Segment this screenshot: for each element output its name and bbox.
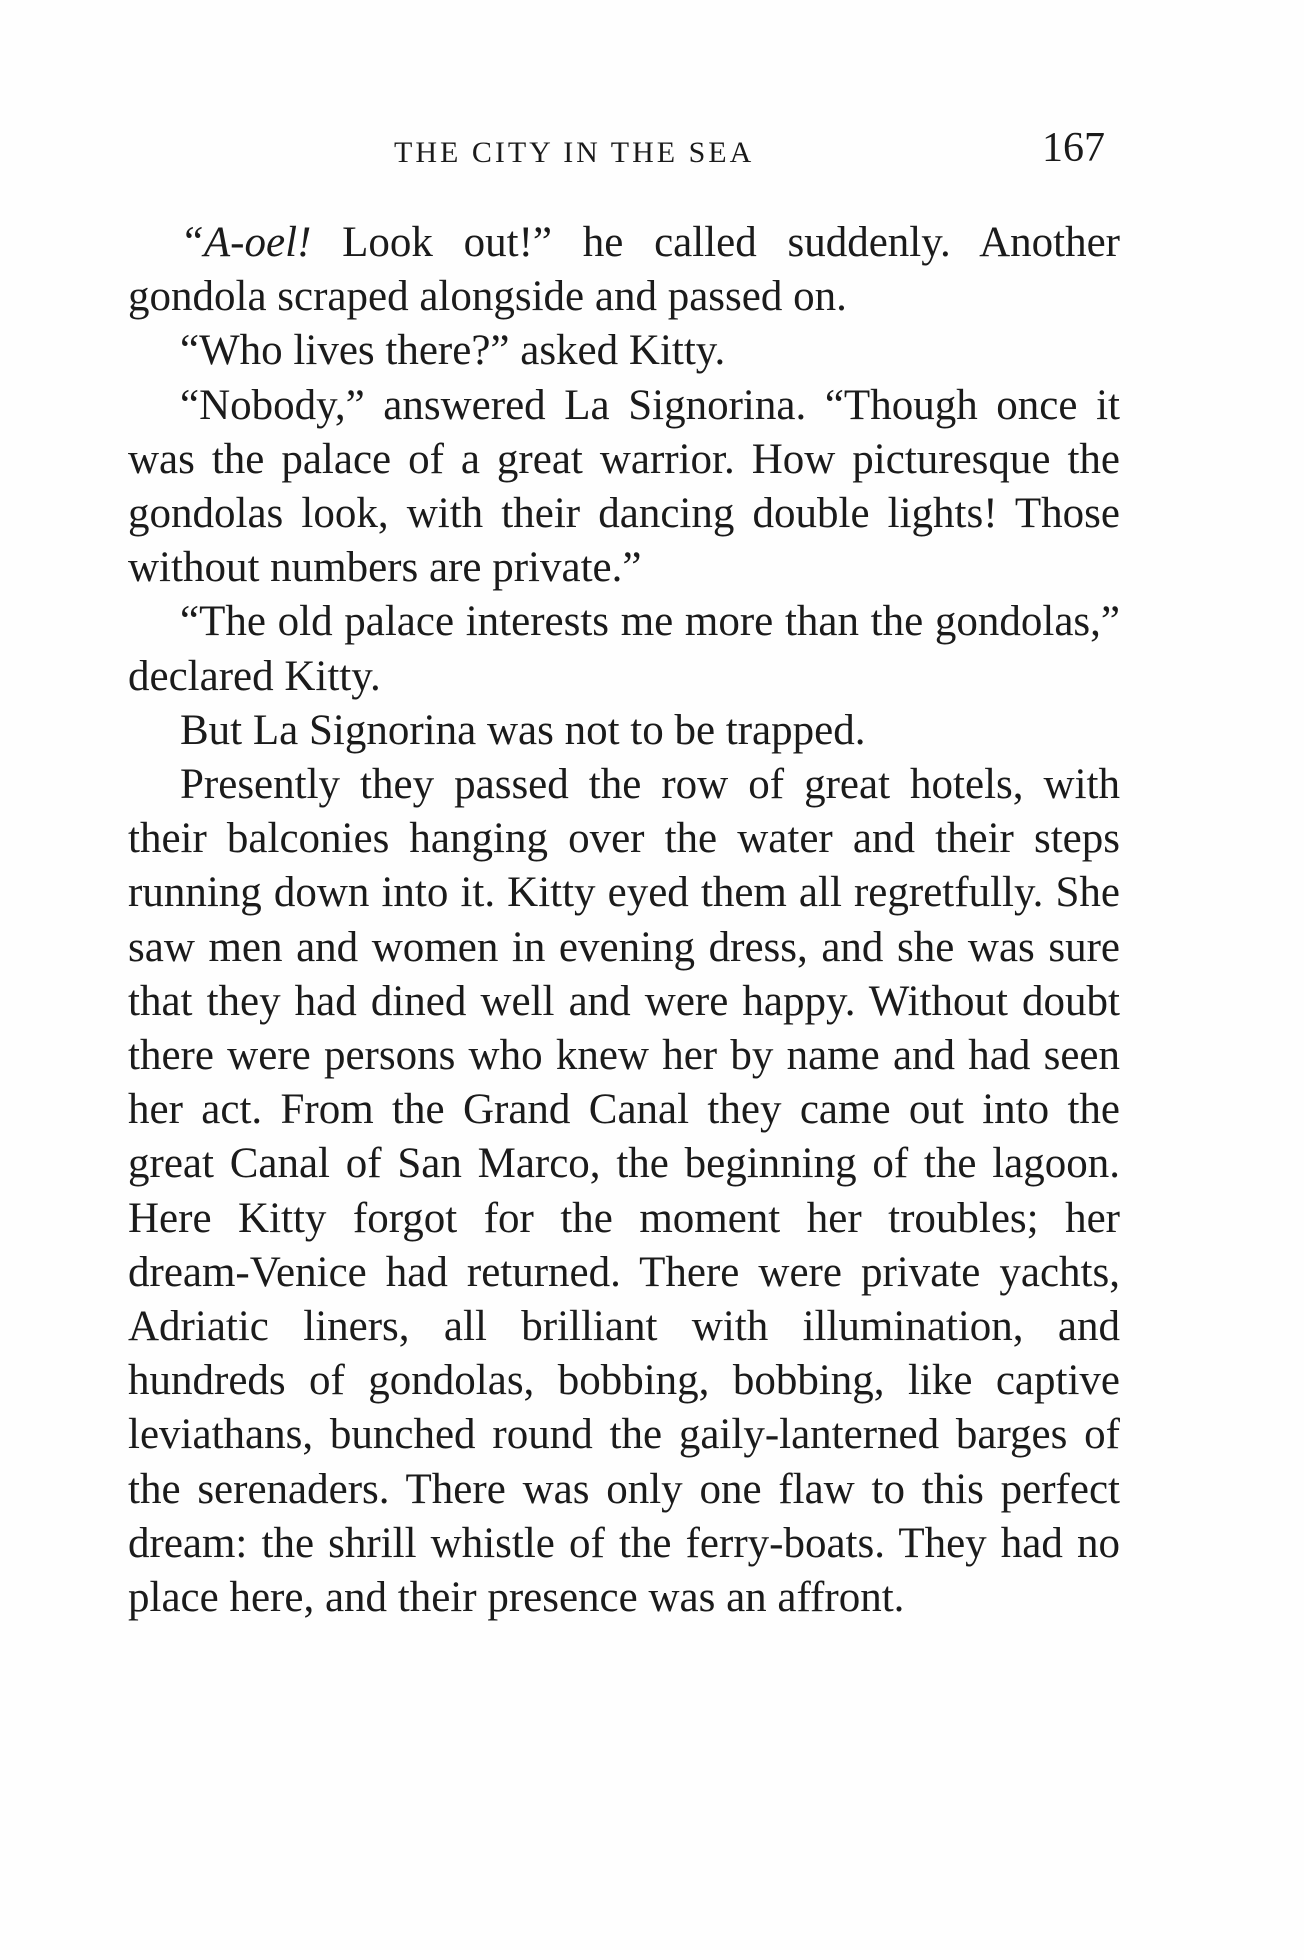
paragraph: “Who lives there?” asked Kitty. bbox=[180, 327, 726, 375]
paragraph-text: Look out!” he called suddenly. Another gondola scraped alongside and passed on. bbox=[128, 219, 1120, 321]
paragraph: “The old palace interests me more than the gondolas,” declared Kitty. bbox=[128, 598, 1120, 700]
body-text bbox=[128, 216, 1120, 1625]
paragraph bbox=[128, 216, 1120, 324]
running-title: THE CITY IN THE SEA bbox=[394, 136, 755, 169]
paragraph: But La Signorina was not to be trapped. bbox=[180, 706, 866, 754]
paragraph: Presently they passed the row of great hotels, with their balconies hanging over the water and their steps running down into it. Kitty eyed them all regretfully. She saw men and women in evening dress, and she was sure that they had dined well and were happy. Without doubt there were persons who knew her by name and had seen her act. From the Grand Canal they came out into the great Canal of San Marco, the beginning of the lagoon. Here Kitty forgot for the moment her troubles; her dream-Venice had returned. There were private yachts, Adriatic liners, all brilliant with illumination, and hundreds of gondolas, bobbing, bobbing, like captive leviathans, bunched round the gaily-lanterned barges of the serenaders. There was only one flaw to this perfect dream: the shrill whistle of the ferry-boats. They had no place here, and their presence was an affront. bbox=[128, 761, 1120, 1622]
page-number: 167 bbox=[1042, 125, 1105, 171]
italic-exclamation: “A-oel! bbox=[180, 219, 312, 266]
paragraph: “Nobody,” answered La Signorina. “Though once it was the palace of a great warrior. How picturesque the gondolas look, with their dancing double lights! Those without numbers are private.” bbox=[128, 381, 1120, 592]
